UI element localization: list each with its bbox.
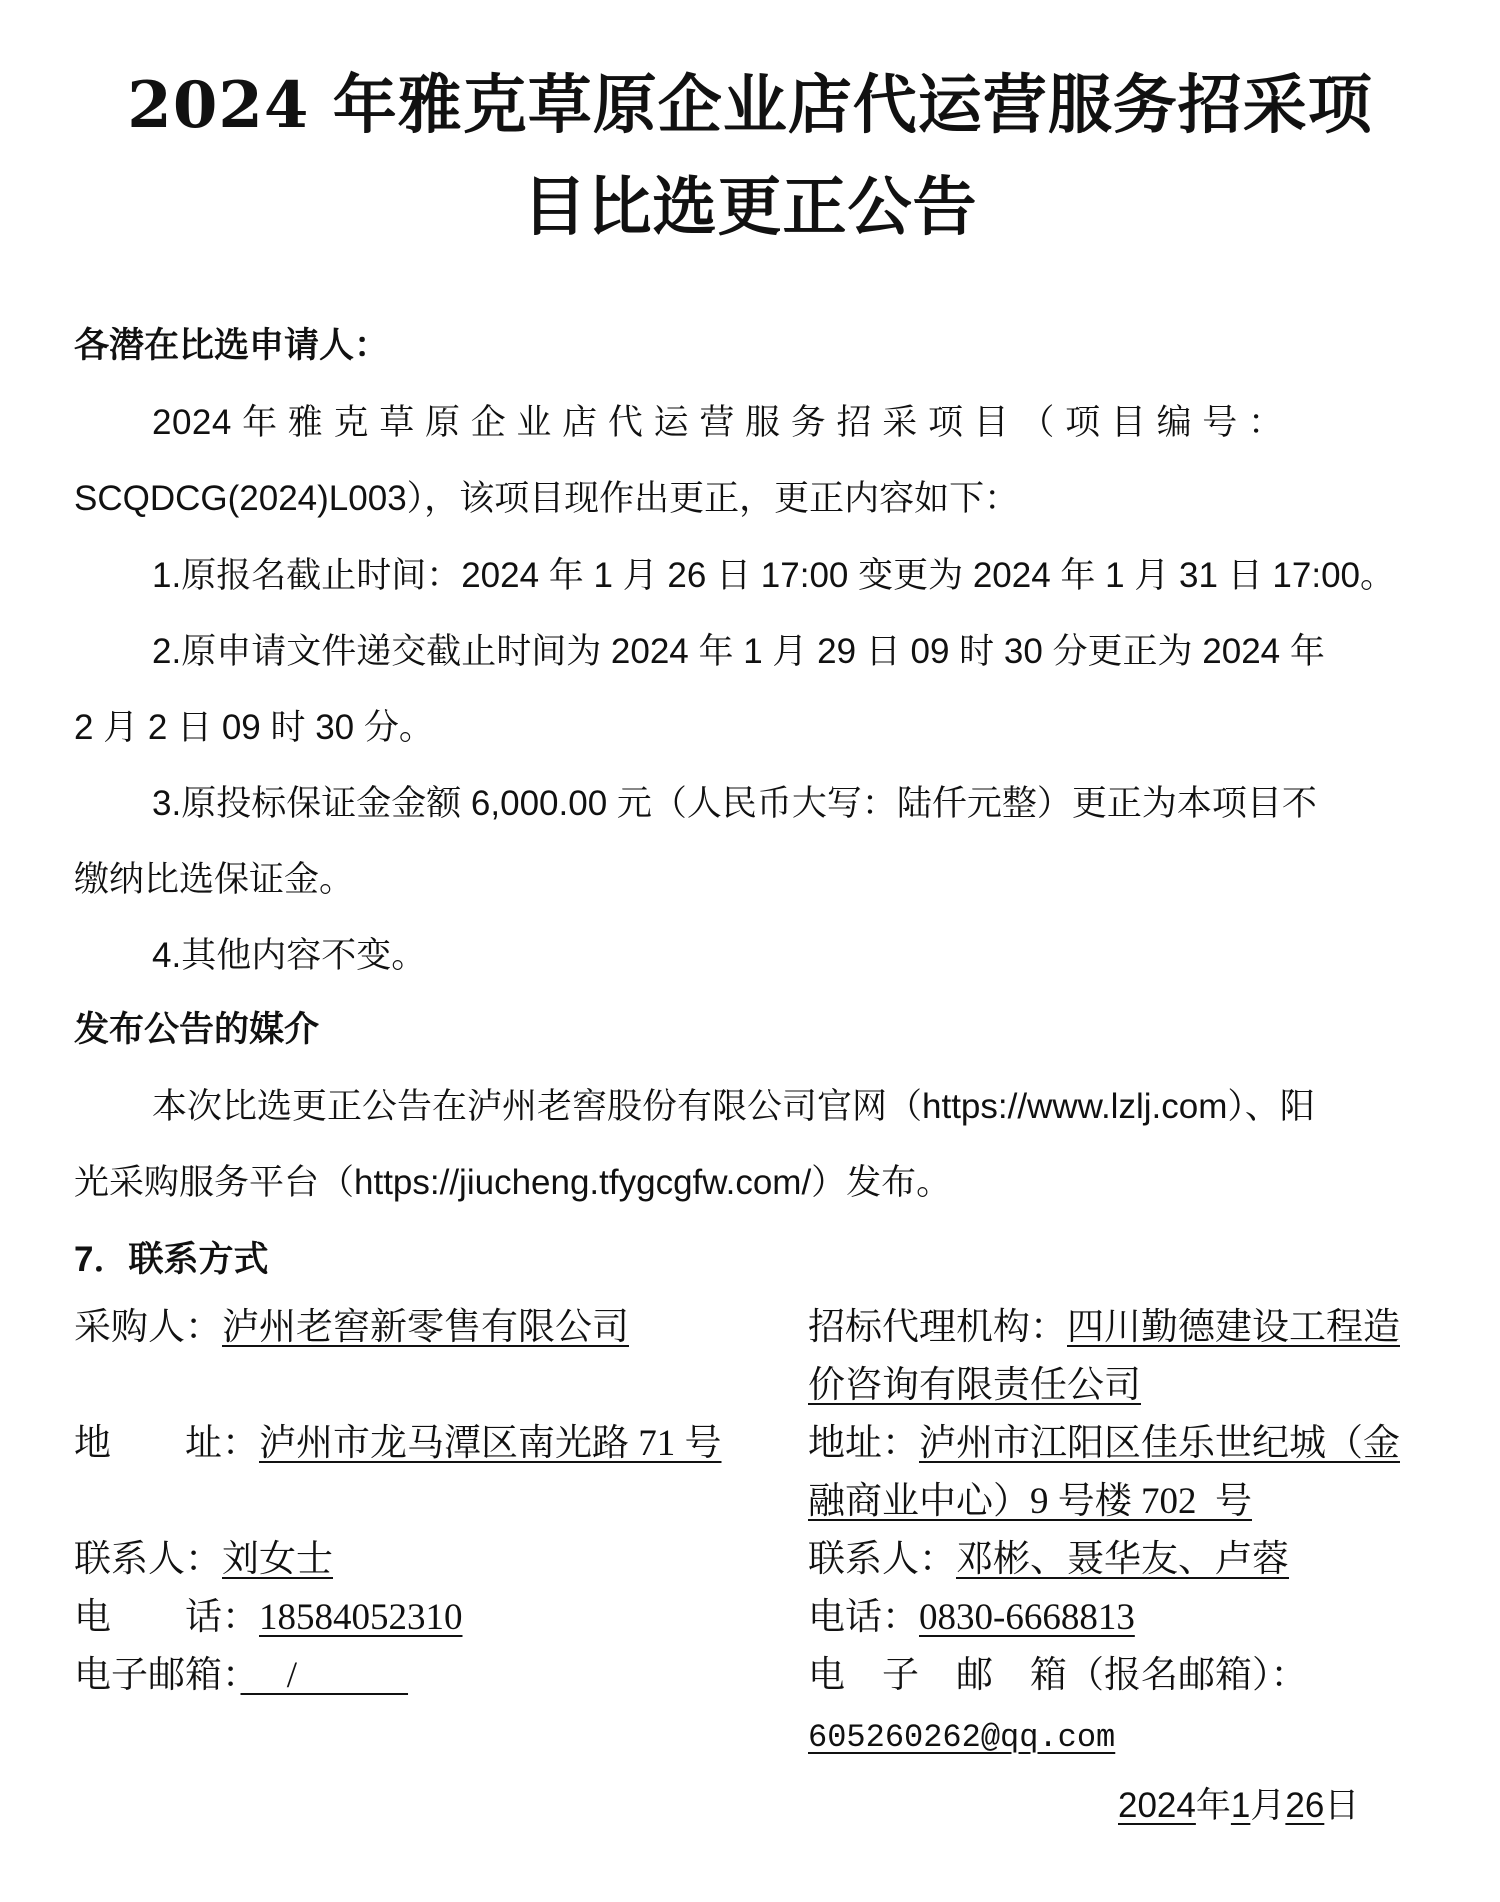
agency-address-line-2: 融商业中心）9 号楼 702 号 <box>808 1481 1252 1522</box>
agency-address-line-1: 泸州市江阳区佳乐世纪城（金 <box>919 1423 1400 1464</box>
date-year-unit: 年 <box>1195 1786 1231 1825</box>
purchaser-phone-row <box>74 1596 463 1640</box>
agency-address-label: 地址： <box>808 1423 919 1464</box>
date-month: 1 <box>1230 1786 1251 1825</box>
agency-address-row <box>808 1422 1400 1466</box>
agency-phone-label: 电话： <box>808 1597 919 1638</box>
agency-person: 邓彬、聂华友、卢蓉 <box>956 1539 1289 1580</box>
item-2-line-2: 2 月 2 日 09 时 30 分。 <box>74 708 434 747</box>
title-line-2: 目比选更正公告 <box>522 170 978 245</box>
agency-person-label: 联系人： <box>808 1539 956 1580</box>
title-line-1: 2024 年雅克草原企业店代运营服务招采项 <box>127 68 1373 143</box>
item-2-line-1: 2.原申请文件递交截止时间为 2024 年 1 月 29 日 09 时 30 分更正为 2024 年 <box>152 632 1325 671</box>
date-day: 26 <box>1285 1786 1325 1825</box>
contact-heading: 7．联系方式 <box>74 1240 269 1279</box>
purchaser-person: 刘女士 <box>222 1539 333 1580</box>
agency-address-row-2 <box>808 1480 1252 1524</box>
signature-date <box>1118 1784 1359 1828</box>
purchaser-phone: 18584052310 <box>259 1597 463 1638</box>
purchaser-address: 泸州市龙马潭区南光路 71 号 <box>259 1423 722 1464</box>
purchaser-email: / <box>240 1655 409 1696</box>
item-3-line-1: 3.原投标保证金金额 6,000.00 元（人民币大写：陆仟元整）更正为本项目不 <box>152 784 1317 823</box>
agency-name-line-1: 四川勤德建设工程造 <box>1067 1307 1400 1348</box>
salutation: 各潜在比选申请人： <box>74 326 390 365</box>
date-day-unit: 日 <box>1324 1786 1360 1825</box>
item-4: 4.其他内容不变。 <box>152 936 427 975</box>
purchaser-person-row <box>74 1538 333 1582</box>
agency-person-row <box>808 1538 1289 1582</box>
media-heading: 发布公告的媒介 <box>74 1010 320 1049</box>
item-1: 1.原报名截止时间：2024 年 1 月 26 日 17:00 变更为 2024 年 1 月 31 日 17:00。 <box>152 556 1396 595</box>
media-line-1: 本次比选更正公告在泸州老窖股份有限公司官网（https://www.lzlj.com）、阳 <box>152 1087 1315 1126</box>
item-3-line-2: 缴纳比选保证金。 <box>74 860 355 899</box>
agency-email-row <box>808 1716 1115 1760</box>
date-year: 2024 <box>1118 1786 1196 1825</box>
intro-line-2: SCQDCG(2024)L003），该项目现作出更正，更正内容如下： <box>74 479 1020 518</box>
agency-name-row-2 <box>808 1364 1141 1408</box>
agency-name-label: 招标代理机构： <box>808 1307 1067 1348</box>
purchaser-name-label: 采购人： <box>74 1307 222 1348</box>
purchaser-phone-label: 电 话： <box>74 1597 259 1638</box>
agency-name-line-2: 价咨询有限责任公司 <box>808 1365 1141 1406</box>
intro-line-1: 2024 年 雅 克 草 原 企 业 店 代 运 营 服 务 招 采 项 目 （ 项 目 编 号 ： <box>152 403 1284 442</box>
agency-email-label: 电 子 邮 箱（报名邮箱）： <box>808 1655 1308 1696</box>
purchaser-address-label: 地 址： <box>74 1423 259 1464</box>
purchaser-name-row <box>74 1306 629 1350</box>
purchaser-person-label: 联系人： <box>74 1539 222 1580</box>
agency-email-label-row <box>808 1654 1308 1698</box>
purchaser-email-row <box>74 1654 408 1698</box>
purchaser-address-row <box>74 1422 722 1466</box>
date-month-unit: 月 <box>1250 1786 1286 1825</box>
agency-phone-row <box>808 1596 1135 1640</box>
agency-email[interactable]: 605260262@qq.com <box>808 1719 1116 1756</box>
agency-name-row <box>808 1306 1400 1350</box>
purchaser-name: 泸州老窖新零售有限公司 <box>222 1307 629 1348</box>
purchaser-email-label: 电子邮箱： <box>74 1655 241 1696</box>
media-line-2: 光采购服务平台（https://jiucheng.tfygcgfw.com/）发布。 <box>74 1163 952 1202</box>
agency-phone: 0830-6668813 <box>919 1597 1135 1638</box>
